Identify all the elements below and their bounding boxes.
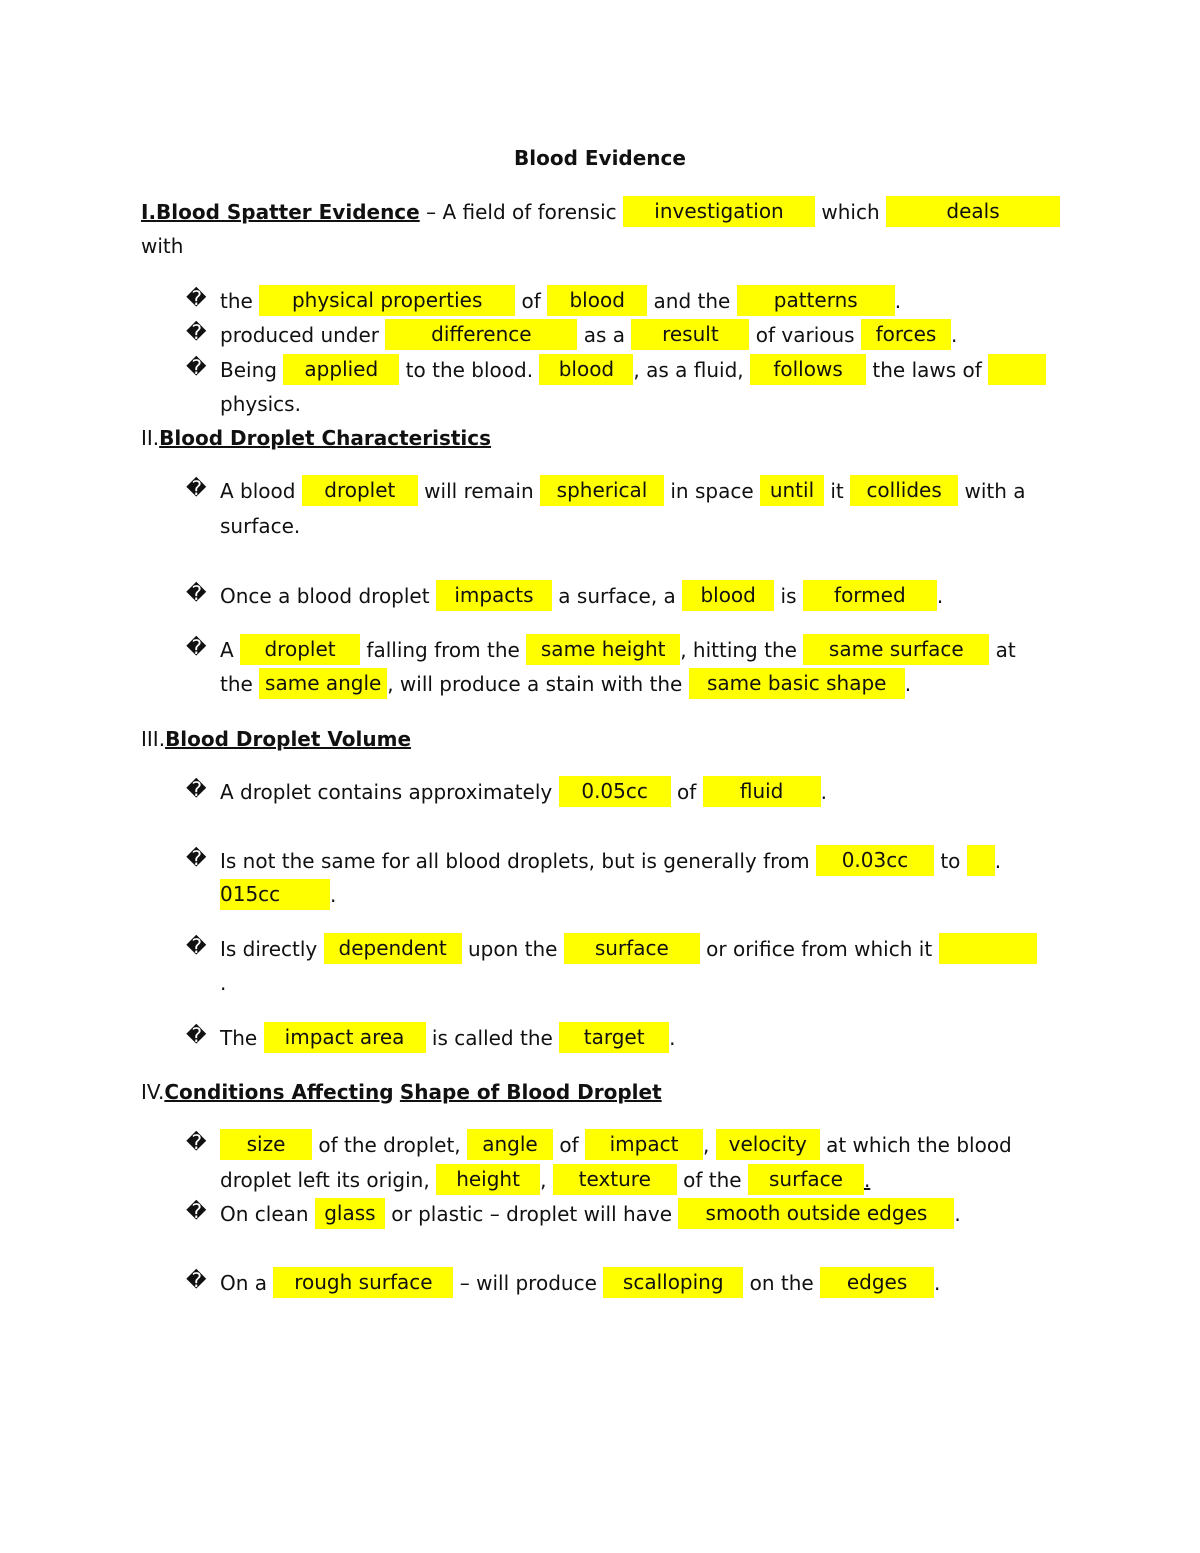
blank-field: patterns xyxy=(737,285,895,316)
text: on the xyxy=(743,1271,821,1295)
list-item xyxy=(220,1129,1012,1161)
text: the xyxy=(220,672,260,696)
text: and the xyxy=(647,289,737,313)
blank-field: spherical xyxy=(540,475,664,506)
section-1-line-1 xyxy=(141,196,1060,228)
list-item xyxy=(220,1267,940,1299)
blank-field xyxy=(939,933,1037,964)
blank-field: difference xyxy=(385,319,577,350)
text: . xyxy=(863,1168,871,1192)
bullet-icon: � xyxy=(186,1268,207,1292)
blank-field: smooth outside edges xyxy=(678,1198,954,1229)
blank-field: fluid xyxy=(703,776,821,807)
blank-field: 015cc xyxy=(220,879,330,910)
text: . xyxy=(894,289,902,313)
text: produced under xyxy=(220,323,386,347)
text: at xyxy=(989,638,1016,662)
blank-field: dependent xyxy=(324,933,462,964)
section-3-heading xyxy=(141,723,411,755)
list-item xyxy=(220,1022,676,1054)
text: . xyxy=(330,883,337,907)
blank-field: droplet xyxy=(302,475,418,506)
blank-field: 0.05cc xyxy=(559,776,671,807)
blank-field xyxy=(988,354,1046,385)
section-heading: Blood Droplet Characteristics xyxy=(159,426,492,450)
section-number: II. xyxy=(141,426,160,450)
blank-field: impact xyxy=(585,1129,703,1160)
blank-field: impacts xyxy=(436,580,552,611)
text: a surface, a xyxy=(551,584,683,608)
text: Is not the same for all blood droplets, but is generally from xyxy=(220,849,816,873)
text: as a xyxy=(577,323,632,347)
text: surface. xyxy=(220,514,301,538)
text: , as a fluid, xyxy=(633,358,751,382)
blank-field: applied xyxy=(283,354,399,385)
text: physics. xyxy=(220,392,301,416)
text: . xyxy=(220,971,227,995)
text: On clean xyxy=(220,1202,315,1226)
text: of the xyxy=(676,1168,748,1192)
text: will remain xyxy=(417,479,540,503)
blank-field: deals xyxy=(886,196,1060,227)
blank-field: collides xyxy=(850,475,958,506)
blank-field: formed xyxy=(803,580,937,611)
text: Being xyxy=(220,358,284,382)
text: with xyxy=(141,234,184,258)
text: falling from the xyxy=(360,638,527,662)
blank-field: glass xyxy=(315,1198,385,1229)
blank-field: 0.03cc xyxy=(816,845,934,876)
blank-field: physical properties xyxy=(259,285,515,316)
text: Is directly xyxy=(220,937,324,961)
text: at which the blood xyxy=(819,1133,1012,1157)
blank-field: height xyxy=(436,1164,540,1195)
blank-field: blood xyxy=(682,580,774,611)
blank-field: angle xyxy=(467,1129,553,1160)
blank-field: same height xyxy=(526,634,680,665)
blank-field: same surface xyxy=(803,634,989,665)
text: of xyxy=(670,780,703,804)
blank-field: target xyxy=(559,1022,669,1053)
section-number: IV. xyxy=(141,1080,165,1104)
text: . xyxy=(950,323,958,347)
section-heading: Shape of Blood Droplet xyxy=(399,1080,662,1104)
text: . xyxy=(820,780,827,804)
page-title: Blood Evidence xyxy=(514,146,686,170)
text: – will produce xyxy=(453,1271,604,1295)
blank-field: same basic shape xyxy=(689,668,905,699)
list-item xyxy=(220,1198,961,1230)
bullet-icon: � xyxy=(186,1023,207,1047)
bullet-icon: � xyxy=(186,286,207,310)
text: . xyxy=(669,1026,676,1050)
list-item xyxy=(220,285,901,317)
blank-field: same angle xyxy=(259,668,387,699)
text: , hitting the xyxy=(680,638,804,662)
blank-field xyxy=(967,845,995,876)
blank-field: blood xyxy=(547,285,647,316)
list-item xyxy=(220,776,827,808)
text: to xyxy=(933,849,967,873)
text: the laws of xyxy=(866,358,989,382)
bullet-icon: � xyxy=(186,777,207,801)
bullet-icon: � xyxy=(186,1130,207,1154)
text: . xyxy=(954,1202,961,1226)
text: of the droplet, xyxy=(312,1133,467,1157)
section-number: I. xyxy=(141,200,157,224)
blank-field: result xyxy=(631,319,749,350)
text: upon the xyxy=(461,937,564,961)
list-item xyxy=(220,475,1026,507)
bullet-icon: � xyxy=(186,635,207,659)
blank-field: scalloping xyxy=(603,1267,743,1298)
list-item-continued xyxy=(220,1164,870,1196)
text: . xyxy=(936,584,944,608)
blank-field: droplet xyxy=(240,634,360,665)
bullet-icon: � xyxy=(186,581,207,605)
blank-field: velocity xyxy=(716,1129,820,1160)
list-item xyxy=(220,845,1001,877)
section-heading: Blood Droplet Volume xyxy=(165,727,412,751)
list-item xyxy=(220,354,1046,386)
text: . xyxy=(994,849,1002,873)
list-item-continued xyxy=(220,879,336,911)
bullet-icon: � xyxy=(186,1199,207,1223)
blank-field: rough surface xyxy=(273,1267,453,1298)
blank-field: until xyxy=(760,475,824,506)
text: which xyxy=(815,200,886,224)
text: . xyxy=(934,1271,941,1295)
text: . xyxy=(904,672,912,696)
text: it xyxy=(823,479,851,503)
section-heading: Blood Spatter Evidence xyxy=(156,200,420,224)
blank-field: surface xyxy=(748,1164,864,1195)
bullet-icon: � xyxy=(186,846,207,870)
list-item xyxy=(220,580,943,612)
text: with a xyxy=(958,479,1026,503)
text: A xyxy=(220,638,241,662)
text: , will produce a stain with the xyxy=(387,672,689,696)
blank-field: investigation xyxy=(623,196,815,227)
section-heading: Conditions Affecting xyxy=(164,1080,394,1104)
blank-field: follows xyxy=(750,354,866,385)
text: – A field of forensic xyxy=(419,200,624,224)
list-item xyxy=(220,319,957,351)
list-item-continued xyxy=(220,668,911,700)
section-2-heading xyxy=(141,422,491,454)
bullet-icon: � xyxy=(186,355,207,379)
bullet-icon: � xyxy=(186,934,207,958)
blank-field: surface xyxy=(564,933,700,964)
blank-field: size xyxy=(220,1129,312,1160)
section-number: III. xyxy=(141,727,166,751)
text: , xyxy=(703,1133,716,1157)
blank-field: texture xyxy=(553,1164,677,1195)
blank-field: impact area xyxy=(264,1022,426,1053)
blank-field: blood xyxy=(539,354,633,385)
text: , xyxy=(540,1168,553,1192)
text: or orifice from which it xyxy=(699,937,939,961)
bullet-icon: � xyxy=(186,476,207,500)
text: or plastic – droplet will have xyxy=(384,1202,679,1226)
text: A blood xyxy=(220,479,302,503)
text: in space xyxy=(664,479,760,503)
list-item xyxy=(220,634,1016,666)
list-item xyxy=(220,933,1037,965)
blank-field: edges xyxy=(820,1267,934,1298)
text: is xyxy=(774,584,803,608)
text: On a xyxy=(220,1271,274,1295)
text: of xyxy=(553,1133,585,1157)
text: to the blood. xyxy=(399,358,540,382)
text: droplet left its origin, xyxy=(220,1168,437,1192)
text: The xyxy=(220,1026,264,1050)
section-4-heading xyxy=(141,1076,662,1108)
text: of various xyxy=(749,323,861,347)
bullet-icon: � xyxy=(186,320,207,344)
text: Once a blood droplet xyxy=(220,584,436,608)
text: of xyxy=(515,289,548,313)
text: A droplet contains approximately xyxy=(220,780,559,804)
blank-field: forces xyxy=(861,319,951,350)
text: the xyxy=(220,289,260,313)
text: is called the xyxy=(425,1026,560,1050)
